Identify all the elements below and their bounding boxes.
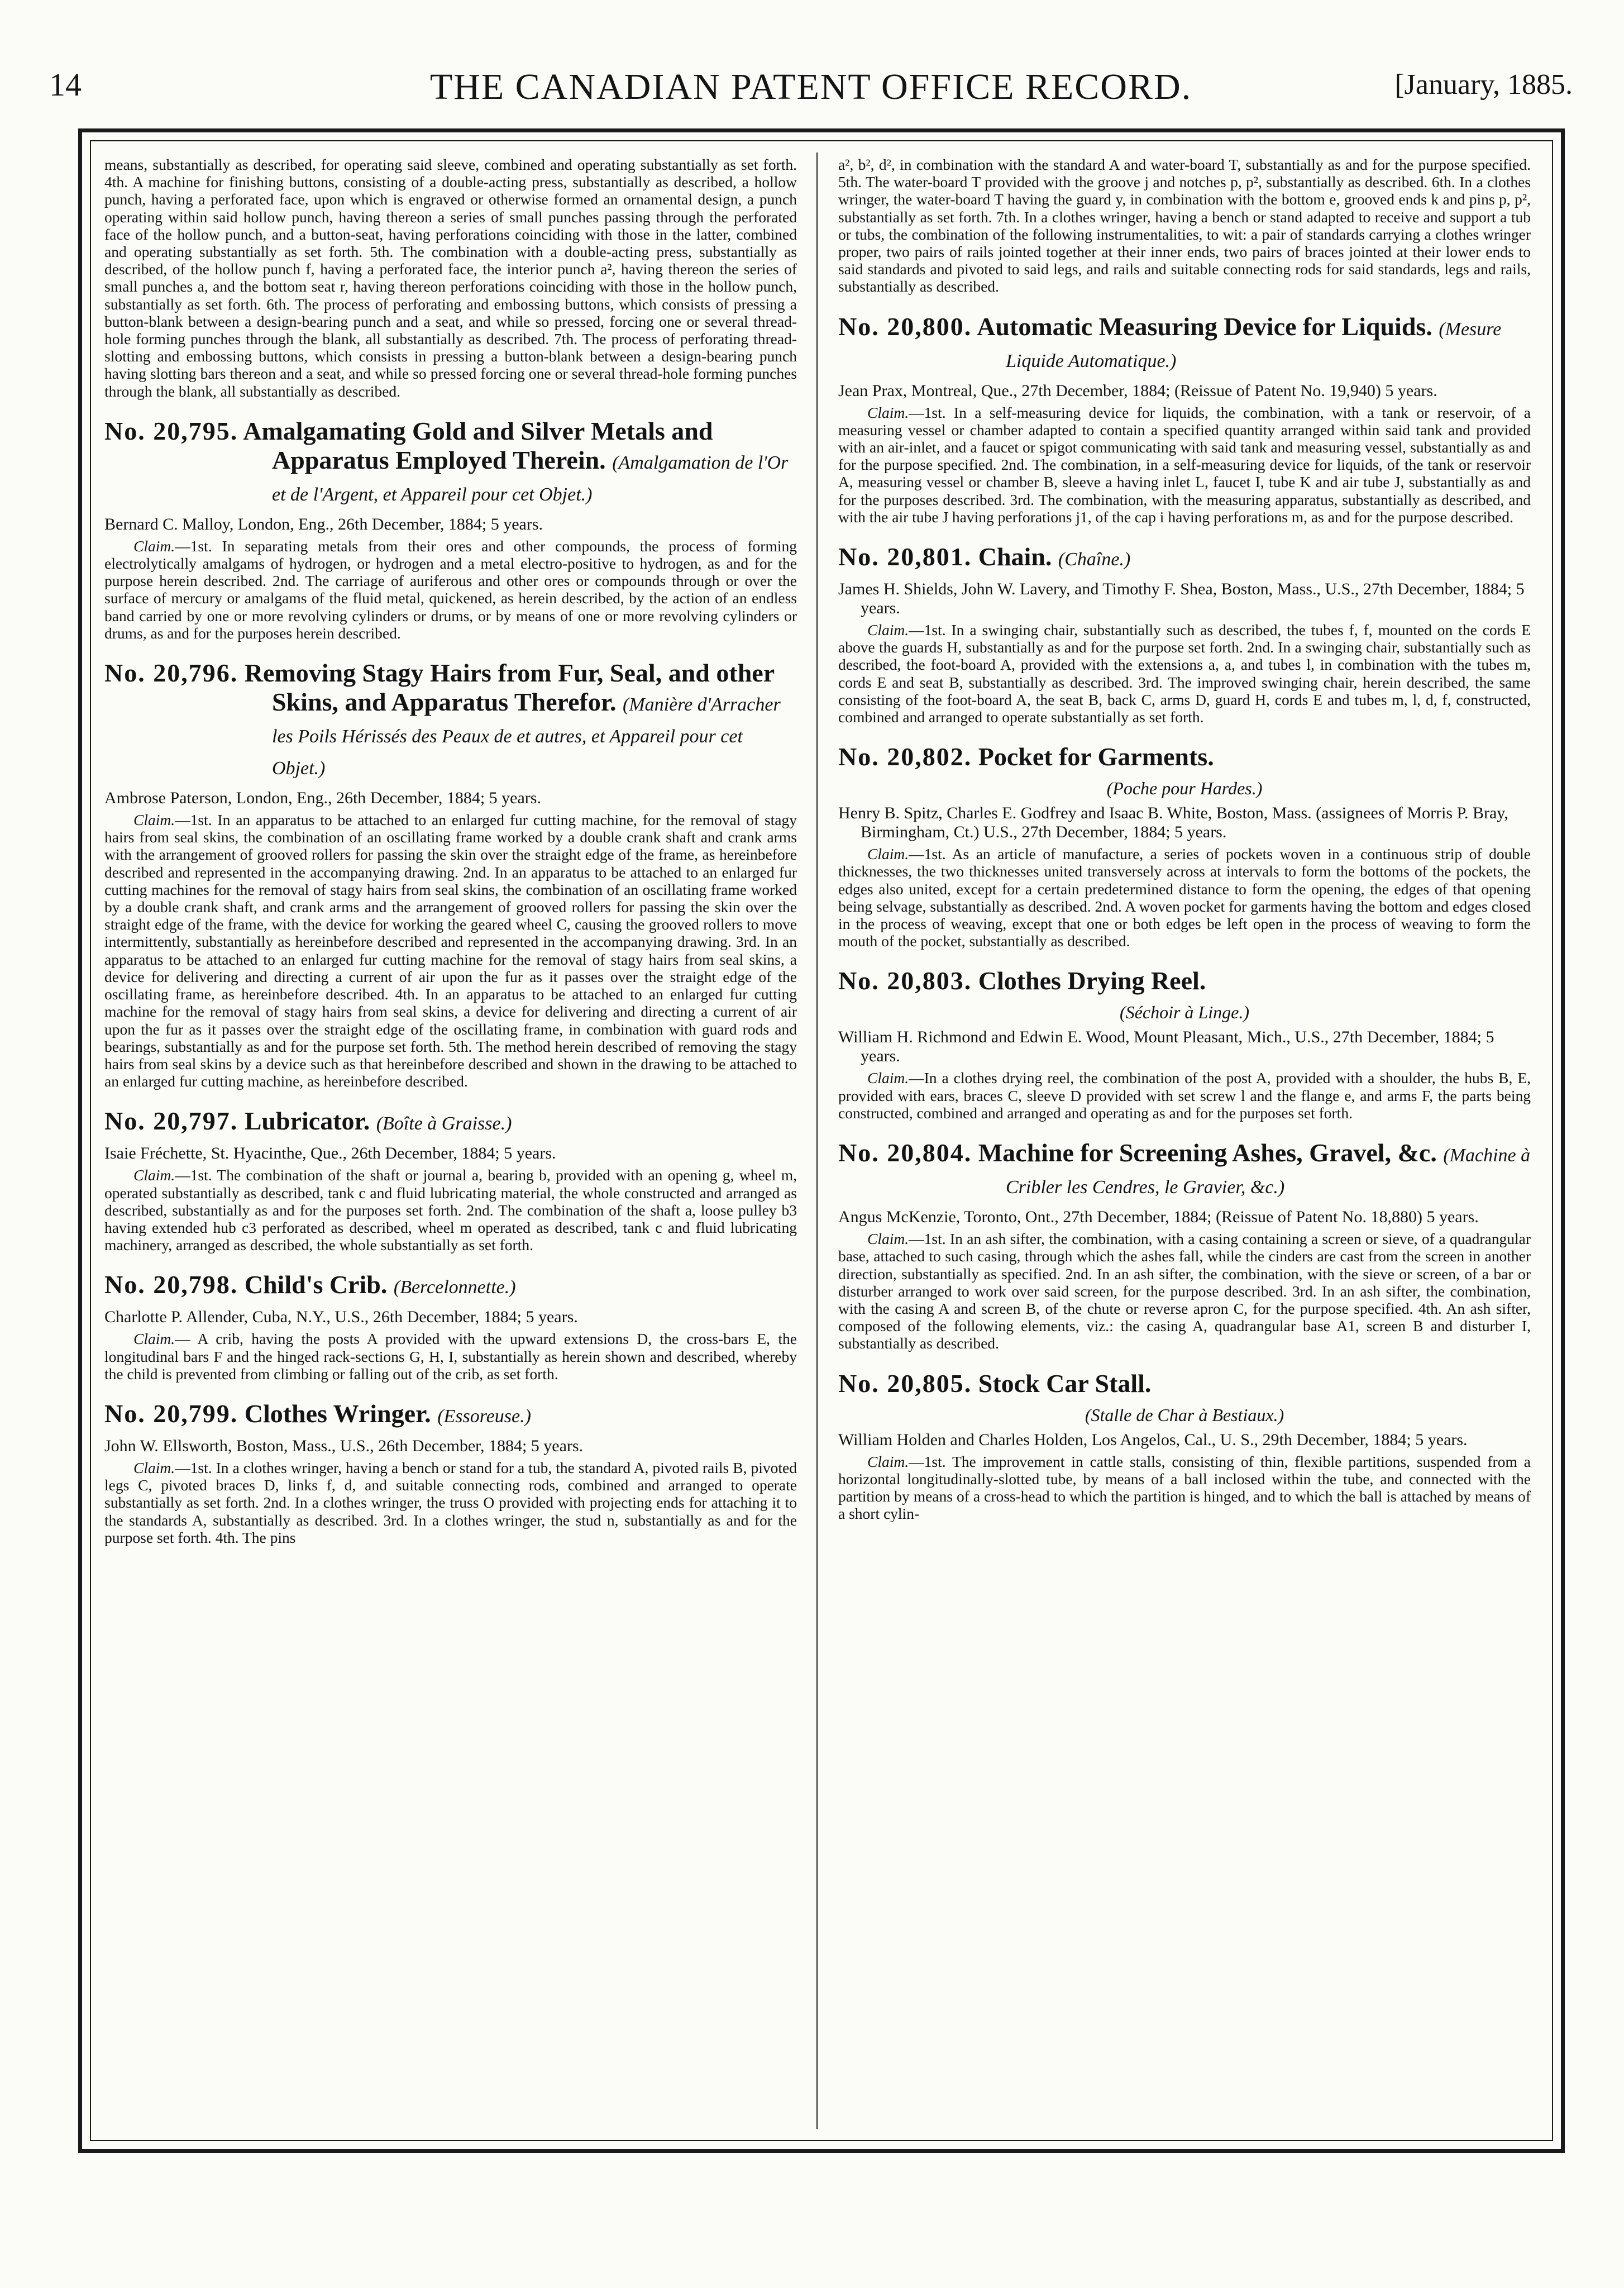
patent-number: No. 20,795. [104,416,238,445]
patent-entry [838,1138,1531,1352]
inner-frame [90,140,1553,2141]
patent-title: Stock Car Stall. [978,1369,1152,1398]
claim-body: —1st. In an apparatus to be attached to an enlarged fur cutting machine, for the removal of stagy hairs from seal skins, the combination of an oscillating frame worked by a double crank shaft and crank arms with the arrangement of grooved rollers for passing the skin over the straight edge of the frame, as hereinbefore described and represented in the accompanying drawing. 2nd. In an apparatus to be attached to an enlarged fur cutting machines for the removal of stagy hairs from seal skins, the combination of an oscillating frame worked by a double crank shaft, and crank arms and the arrangement of grooved rollers for passing the skin over the straight edge of the frame, with the device for working the geared wheel C, causing the grooved rollers to move intermittently, substantially as hereinbefore described and represented in the accompanying drawing. 3rd. In an apparatus to be attached to an enlarged fur cutting machine for the removal of stagy hairs from seal skins, a device for delivering and directing a current of air upon the fur as it passes over the straight edge of the oscillating frame, as hereinbefore described. 4th. In an apparatus to be attached to an enlarged fur cutting machine for the removal of stagy hairs from seal skins, a device for delivering and directing a current of air upon the fur as it passes over the straight edge of the oscillating frame, in combination with guard rods and bearings, substantially as and for the purpose set forth. 5th. The method herein described of removing the stagy hairs from seal skins by a device such as that hereinbefore described and shown in the drawing to be attached to an enlarged fur cutting machine, as hereinbefore described. [104,811,797,1090]
entry-heading [104,659,797,783]
page-number: 14 [49,66,82,103]
inventor-line: James H. Shields, John W. Lavery, and Timothy F. Shea, Boston, Mass., U.S., 27th December, 1884; 5 years. [838,580,1525,618]
patent-number: No. 20,804. [838,1138,972,1167]
patent-number: No. 20,797. [104,1107,238,1136]
patent-entry [104,1270,797,1383]
patent-number: No. 20,805. [838,1369,972,1398]
claim-body: —1st. In separating metals from their ores and other compounds, the process of forming electrolytically amalgams of hydrogen, or hydrogen and a metal electro-positive to hydrogen, as and for the purpose herein described. 2nd. The carriage of auriferous and other ores or compounds through or over the surface of mercury or amalgams of the fluid metal, quickened, as herein described, by the action of an endless band carried by one or more revolving cylinders or drums, or by means of one or more revolving cylinders or drums, as and for the purposes herein described. [104,537,797,642]
claim-text [104,1459,797,1546]
inventor-line: Charlotte P. Allender, Cuba, N.Y., U.S., 26th December, 1884; 5 years. [104,1308,578,1327]
claim-label: Claim. [867,403,909,421]
entry-heading [838,1369,1531,1398]
french-title: (Amalgamation de l'Or et de l'Argent, et Appareil pour cet Objet.) [272,452,789,505]
claim-label: Claim. [133,1458,175,1476]
patent-title: Pocket for Garments. [978,742,1214,771]
patent-number: No. 20,796. [104,659,238,688]
claim-label: Claim. [867,1230,909,1248]
french-title: (Manière d'Arracher les Poils Hérissés des Peaux de et autres, et Appareil pour cet Objet.) [272,694,781,779]
patent-entry [838,1369,1531,1523]
claim-body: —1st. In an ash sifter, the combination, with a casing containing a screen or sieve, of a quadrangular base, attached to such casing, through which the ashes fall, while the cinders are cast from the screen in another direction, substantially as specified. 2nd. In an ash sifter, the combination, with the sieve or screen, of a bar or disturber arranged to work over said screen, for the purpose described. 3rd. In an ash sifter, the combination, with the casing A and screen B, of the chute or reverse apron C, for the purpose specified. 4th. An ash sifter, composed of the following elements, viz.: the casing A, quadrangular base A1, screen B and disturber I, substantially as described. [838,1230,1531,1352]
patent-title: Lubricator. [244,1107,370,1136]
claim-label: Claim. [867,1069,909,1087]
claim-body: — A crib, having the posts A provided with the upward extensions D, the cross-bars E, the longitudinal bars F and the hinged rack-sections G, H, I, substantially as herein shown and described, whereby the child is prevented from climbing or falling out of the crib, as set forth. [104,1330,797,1383]
claim-text [838,621,1531,726]
entry-heading [838,742,1531,771]
claim-label: Claim. [133,537,175,555]
patent-number: No. 20,800. [838,312,972,341]
french-title: (Bercelonnette.) [393,1277,516,1298]
claim-text [104,537,797,642]
claim-body: —1st. The combination of the shaft or journal a, bearing b, provided with an opening g, wheel m, operated substantially as described, tank c and fluid lubricating material, the whole constructed and arranged as described, substantially as and for the purposes set forth. 2nd. The combination of the shaft a, loose pulley b3 having extended hub c3 perforated as described, wheel m operated as described, tank c and fluid lubricating machinery, arranged as described, the whole substantially as set forth. [104,1166,797,1254]
claim-text [838,1453,1531,1523]
patent-number: No. 20,801. [838,542,972,571]
entry-heading [838,966,1531,995]
patent-title: Clothes Drying Reel. [978,966,1206,995]
entry-heading [838,312,1531,376]
patent-entry [104,1399,797,1546]
continued-text: a², b², d², in combination with the standard A and water-board T, substantially as and for the purpose specified. 5th. The water-board T provided with the groove j and notches p, p², substantially as described. 6th. In a clothes wringer, the water-board T having the guard y, in combination with the bottom e, grooved ends k and pins p, p², substantially as set forth. 7th. In a clothes wringer, having a bench or stand adapted to receive and support a tub or tubs, the combination of the following instrumentalities, to wit: a pair of standards carrying a clothes wringer proper, two pairs of rails jointed together at their inner ends, two pairs of braces jointed at their lower ends to said standards and pivoted to said legs, and rails and suitable connecting rods for said standards, legs and rails, substantially as described. [838,156,1531,295]
claim-label: Claim. [867,845,909,863]
inventor-line: Ambrose Paterson, London, Eng., 26th December, 1884; 5 years. [104,789,541,808]
patent-entry [104,659,797,1090]
french-title: (Chaîne.) [1058,549,1131,570]
continued-text: means, substantially as described, for operating said sleeve, combined and operating substantially as set forth. 4th. A machine for finishing buttons, consisting of a double-acting press, substantially as described, a hollow punch, having a perforated face, upon which is engraved or otherwise formed an ornamental design, a punch operating within said hollow punch, having thereon a series of small punches passing through the perforated face of the hollow punch, and a button-seat, having perforations coinciding with those in the latter, combined and operating substantially as set forth. 5th. The combination with a double-acting press, substantially as described, of the hollow punch f, having a perforated face, the interior punch a², having thereon the series of small punches a, and the bottom seat r, having thereon perforations coinciding with those in the hollow punch, substantially as set forth. 6th. The process of perforating and embossing buttons, which consists of pressing a button-blank between a design-bearing punch and a seat, and while so pressed, forcing one or several thread-hole forming punches through the blank, all substantially as described. 7th. The process of perforating thread-slotting and embossing buttons, which consists in pressing a button-blank between a design-bearing punch having slotting bars thereon and a seat, and while so pressed forcing one or several thread-hole forming punches through the blank, all substantially as described. [104,156,797,400]
claim-text [104,811,797,1090]
entry-heading [104,1270,797,1302]
claim-text [104,1330,797,1383]
claim-body: —1st. The improvement in cattle stalls, consisting of thin, flexible partitions, suspended from a horizontal longitudinally-slotted tube, by means of a ball inclosed within the tube, and connected with the partition by means of a cross-head to which the partition is hinged, and to which the ball is attached by means of a short cylin- [838,1452,1531,1523]
inventor-line: John W. Ellsworth, Boston, Mass., U.S., 26th December, 1884; 5 years. [104,1436,584,1455]
french-title: (Poche pour Hardes.) [1106,778,1263,799]
inventor-line: Angus McKenzie, Toronto, Ont., 27th December, 1884; (Reissue of Patent No. 18,880) 5 years. [838,1208,1479,1227]
publication-title: THE CANADIAN PATENT OFFICE RECORD. [429,66,1192,107]
claim-label: Claim. [133,1330,175,1348]
patent-title: Machine for Screening Ashes, Gravel, &c. [978,1138,1437,1167]
claim-body: —1st. In a swinging chair, substantially such as described, the tubes f, f, mounted on the cords E above the guards H, substantially as and for the purpose set forth. 2nd. In a swinging chair, substantially such as described, the foot-board A, provided with the extensions a, a, and tubes l, in combination with the tubes m, cords E and seat B, substantially as described. 3rd. The improved swinging chair, herein described, the same consisting of the foot-board A, the seat B, back C, arms D, guard H, cords E and tubes m, l, d, f, constructed, combined and arranged to operate substantially as set forth. [838,621,1531,726]
patent-entry [104,417,797,642]
patent-title: Removing Stagy Hairs from Fur, Seal, and other Skins, and Apparatus Therefor. [244,659,775,717]
left-column [104,156,797,2129]
patent-title: Chain. [978,542,1052,571]
inventor-line: Henry B. Spitz, Charles E. Godfrey and Isaac B. White, Boston, Mass. (assignees of Morris P. Bray, Birmingham, Ct.) U.S., 27th December, 1884; 5 years. [838,804,1508,842]
patent-number: No. 20,799. [104,1399,238,1428]
claim-label: Claim. [133,811,175,829]
page-frame [78,128,1565,2153]
inventor-line: William Holden and Charles Holden, Los Angelos, Cal., U. S., 29th December, 1884; 5 years. [838,1430,1468,1449]
inventor-line: Bernard C. Malloy, London, Eng., 26th December, 1884; 5 years. [104,514,543,533]
column-divider [816,152,818,2129]
claim-label: Claim. [867,1452,909,1470]
claim-label: Claim. [867,621,909,639]
patent-number: No. 20,798. [104,1270,238,1299]
issue-date: [January, 1885. [1394,69,1573,101]
inventor-line: Isaie Fréchette, St. Hyacinthe, Que., 26th December, 1884; 5 years. [104,1144,556,1163]
entry-heading [838,1138,1531,1202]
french-title: (Essoreuse.) [437,1405,531,1427]
patent-title: Clothes Wringer. [244,1399,431,1428]
claim-body: —In a clothes drying reel, the combination of the post A, provided with a shoulder, the hubs B, E, provided with ears, braces C, sleeve D provided with set screw l and the flange e, and arms F, the parts being constructed, combined and arranged and operating as and for the purposes set forth. [838,1069,1531,1122]
patent-title: Child's Crib. [244,1270,388,1299]
claim-body: —1st. In a self-measuring device for liquids, the combination, with a tank or reservoir, of a measuring vessel or chamber adapted to contain a specified quantity arranged within said tank and provided with an air-inlet, and a faucet or spigot communicating with said tank and measuring vessel, substantially as and for the purpose specified. 2nd. The combination, in a self-measuring device for liquids, of the tank or reservoir A, measuring vessel or chamber B, sleeve a having inlet L, faucet I, tube K and air tube J, substantially as and for the purposes described. 3rd. The combination, with the measuring apparatus, substantially as described, and with the air tube J having perforations j1, of the cap i having perforations m, as and for the purpose described. [838,403,1531,526]
french-title: (Machine à Cribler les Cendres, le Gravier, &c.) [1006,1145,1531,1198]
page-header [49,66,1573,112]
patent-number: No. 20,802. [838,742,972,771]
inventor-line: Jean Prax, Montreal, Que., 27th December, 1884; (Reissue of Patent No. 19,940) 5 years. [838,381,1437,400]
french-title: (Stalle de Char à Bestiaux.) [1085,1404,1284,1425]
patent-entry [104,1107,797,1253]
claim-text [838,845,1531,950]
claim-text [838,404,1531,526]
patent-entry [838,312,1531,526]
claim-text [838,1069,1531,1122]
entry-heading [104,417,797,509]
entry-heading [838,542,1531,574]
patent-entry [838,742,1531,950]
patent-number: No. 20,803. [838,966,972,995]
claim-text [104,1166,797,1253]
french-title: (Mesure Liquide Automatique.) [1006,318,1502,371]
entry-heading [104,1107,797,1138]
patent-entry [838,542,1531,726]
french-title: (Boîte à Graisse.) [376,1113,512,1135]
patent-title: Amalgamating Gold and Silver Metals and Apparatus Employed Therein. [243,416,713,474]
claim-body: —1st. As an article of manufacture, a series of pockets woven in a continuous strip of double thicknesses, the two thicknesses united transversely across at intervals to form the bottoms of the pockets, the edges also united, except for a certain predetermined distance to form the opening, the edges of that opening being selvage, substantially as described. 2nd. A woven pocket for garments having the bottom and edges closed in the process of weaving, except that one or both edges be left open in the process of weaving to form the mouth of the pocket, substantially as described. [838,845,1531,950]
patent-title: Automatic Measuring Device for Liquids. [977,312,1432,341]
entry-heading [104,1399,797,1431]
claim-body: —1st. In a clothes wringer, having a bench or stand for a tub, the standard A, pivoted rails B, pivoted legs C, pivoted braces D, links f, d, and suitable connecting rods, combined and arranged to operate substantially as set forth. 2nd. In a clothes wringer, the truss O provided with projecting ends for attaching it to the standards A, substantially as described. 3rd. In a clothes wringer, the stud n, substantially as and for the purpose set forth. 4th. The pins [104,1458,797,1546]
french-title: (Séchoir à Linge.) [1120,1002,1249,1023]
claim-text [838,1230,1531,1352]
claim-label: Claim. [133,1166,175,1184]
right-column [838,156,1531,2129]
inventor-line: William H. Richmond and Edwin E. Wood, Mount Pleasant, Mich., U.S., 27th December, 1884; 5 years. [838,1028,1494,1066]
patent-entry [838,966,1531,1122]
